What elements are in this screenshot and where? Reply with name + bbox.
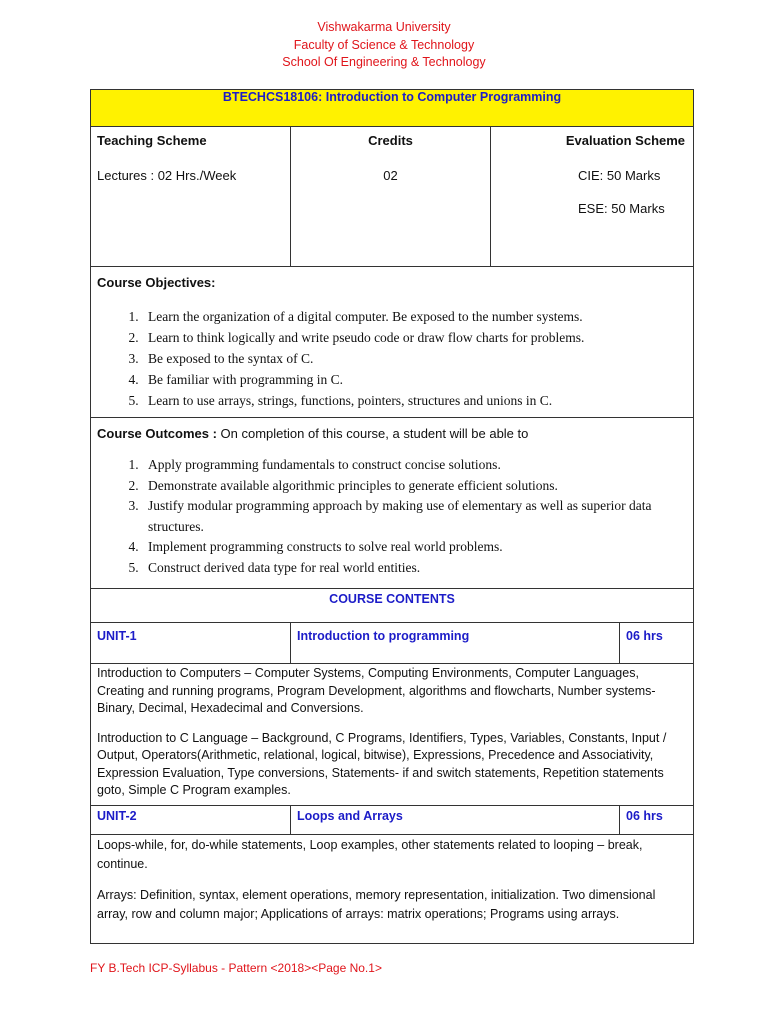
outcome-item: 5. Construct derived data type for real world entities.	[142, 558, 687, 579]
outcome-item: 2. Demonstrate available algorithmic principles to generate efficient solutions.	[142, 476, 687, 497]
outcome-item: 3. Justify modular programming approach by making use of elementary as well as superior data structures.	[142, 496, 687, 537]
course-outcomes-list	[97, 455, 687, 578]
unit-title: Introduction to programming	[291, 623, 620, 664]
course-objectives-list	[97, 306, 687, 411]
document-header	[0, 19, 768, 72]
unit-description	[91, 835, 694, 944]
cie-marks: CIE: 50 Marks	[578, 168, 661, 183]
course-outcomes-heading-line	[97, 426, 687, 441]
unit-description	[91, 664, 694, 806]
objective-item: 1. Learn the organization of a digital computer. Be exposed to the number systems.	[142, 306, 687, 327]
course-title: BTECHCS18106: Introduction to Computer Programming	[91, 90, 694, 127]
unit-hours: 06 hrs	[620, 806, 694, 835]
evaluation-scheme-heading: Evaluation Scheme	[565, 133, 686, 148]
evaluation-scheme-cell	[491, 127, 694, 267]
course-objectives-cell	[91, 267, 694, 418]
unit-hours: 06 hrs	[620, 623, 694, 664]
university-name: Vishwakarma University	[317, 20, 451, 34]
objective-item: 5. Learn to use arrays, strings, functions, pointers, structures and unions in C.	[142, 390, 687, 411]
objective-item: 3. Be exposed to the syntax of C.	[142, 348, 687, 369]
objective-item: 4. Be familiar with programming in C.	[142, 369, 687, 390]
unit-paragraph: Introduction to C Language – Background, C Programs, Identifiers, Types, Variables, Constants, Input / Output, Operators(Arithmetic, relational, logical, bitwise), Expressions, Precedence and Associativity, Expression Evaluation, Type conversions, Statements- if and switch statements, Repetition statements goto, Simple C Program examples.	[97, 730, 667, 797]
objective-item: 2. Learn to think logically and write pseudo code or draw flow charts for problems.	[142, 327, 687, 348]
credits-cell	[291, 127, 491, 267]
course-outcomes-intro: On completion of this course, a student will be able to	[216, 426, 529, 441]
teaching-scheme-value: Lectures : 02 Hrs./Week	[97, 168, 237, 183]
outcome-item: 1. Apply programming fundamentals to construct concise solutions.	[142, 455, 687, 476]
course-outcomes-cell	[91, 418, 694, 589]
unit-title: Loops and Arrays	[291, 806, 620, 835]
teaching-scheme-heading: Teaching Scheme	[97, 133, 207, 148]
unit-label: UNIT-1	[91, 623, 291, 664]
school-name: School Of Engineering & Technology	[282, 55, 486, 69]
course-outcomes-heading: Course Outcomes :	[97, 426, 217, 441]
course-contents-heading: COURSE CONTENTS	[91, 589, 694, 623]
syllabus-table	[90, 89, 694, 944]
teaching-scheme-cell	[91, 127, 291, 267]
credits-heading: Credits	[368, 133, 413, 148]
unit-label: UNIT-2	[91, 806, 291, 835]
page-footer: FY B.Tech ICP-Syllabus - Pattern <2018><Page No.1>	[90, 961, 382, 975]
outcome-item: 4. Implement programming constructs to solve real world problems.	[142, 537, 687, 558]
course-objectives-heading: Course Objectives:	[97, 275, 216, 290]
faculty-name: Faculty of Science & Technology	[293, 37, 475, 52]
unit-paragraph: Arrays: Definition, syntax, element operations, memory representation, initialization. Two dimensional array, row and column major; Applications of arrays: matrix operations; Programs using arrays.	[97, 888, 656, 921]
credits-value: 02	[383, 168, 398, 183]
ese-marks: ESE: 50 Marks	[578, 201, 665, 216]
unit-paragraph: Loops-while, for, do-while statements, Loop examples, other statements related to looping – break, continue.	[97, 838, 643, 871]
unit-paragraph: Introduction to Computers – Computer Systems, Computing Environments, Computer Languages, Creating and running programs, Program Development, algorithms and flowcharts, Number systems-Binary, Decimal, Hexadecimal and Conversions.	[97, 666, 656, 715]
